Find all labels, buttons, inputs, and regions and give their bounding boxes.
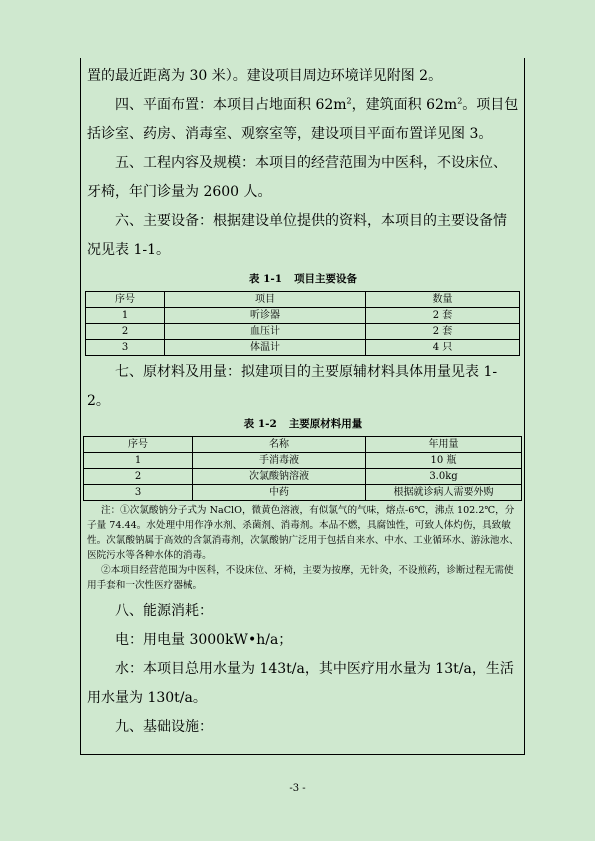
note-1: 注：①次氯酸钠分子式为 NaClO，微黄色溶液，有似氯气的气味，熔点-6℃，沸点 102.2℃，分子量 74.44。水处理中用作净水剂、杀菌剂、消毒剂。本品不燃，具腐蚀性，可致人体灼伤，具致敏性。次氯酸钠属于高效的含氯消毒剂，次氯酸钠广泛用于包括自来水、中水、工业循环水、游泳池水、医院污水等各种水体的消毒。 <box>87 505 519 561</box>
table2-caption: 表 1-2 主要原材料用量 <box>243 418 363 430</box>
paragraph-energy: 八、能源消耗： <box>115 603 213 619</box>
note-2: ②本项目经营范围为中医科，不设床位、牙椅，主要为按摩，无针灸，不设煎药，诊断过程无需使用手套和一次性医疗器械。 <box>87 565 514 591</box>
table-notes <box>87 503 519 593</box>
table-row: 2 次氯酸钠溶液 3.0kg <box>84 469 522 485</box>
paragraph-infrastructure: 九、基础设施： <box>115 719 213 735</box>
table-header-row: 序号 名称 年用量 <box>84 437 522 453</box>
paragraph-materials: 七、原材料及用量：拟建项目的主要原辅材料具体用量见表 1-2。 <box>87 364 498 409</box>
table-row: 1 听诊器 2 套 <box>86 308 520 324</box>
paragraph-water: 水：本项目总用水量为 143t/a，其中医疗用水量为 13t/a，生活用水量为 130t/a。 <box>87 661 514 706</box>
paragraph-electricity: 电：用电量 3000kW•h/a； <box>115 632 293 648</box>
document-body <box>87 62 519 742</box>
page-number: -3 - <box>289 783 306 794</box>
table-row: 1 手消毒液 10 瓶 <box>84 453 522 469</box>
table-row: 3 中药 根据就诊病人需要外购 <box>84 485 522 501</box>
table-row: 2 血压计 2 套 <box>86 324 520 340</box>
paragraph: 置的最近距离为 30 米）。建设项目周边环境详见附图 2。 <box>87 68 443 84</box>
paragraph-equipment: 六、主要设备：根据建设单位提供的资料，本项目的主要设备情况见表 1-1。 <box>87 213 507 258</box>
table-header-row: 序号 项目 数量 <box>86 292 520 308</box>
paragraph-scope: 五、工程内容及规模：本项目的经营范围为中医科，不设床位、牙椅，年门诊量为 2600 人。 <box>87 155 507 200</box>
table-row: 3 体温计 4 只 <box>86 340 520 356</box>
equipment-table <box>85 291 520 356</box>
table1-caption: 表 1-1 项目主要设备 <box>248 273 358 285</box>
materials-table <box>83 436 522 501</box>
paragraph-layout: 四、平面布置：本项目占地面积 $62m^2$，建筑面积 $62m^2$。项目包括诊室、药房、消毒室、观察室等，建设项目平面布置详见图 3。 <box>87 96 519 142</box>
